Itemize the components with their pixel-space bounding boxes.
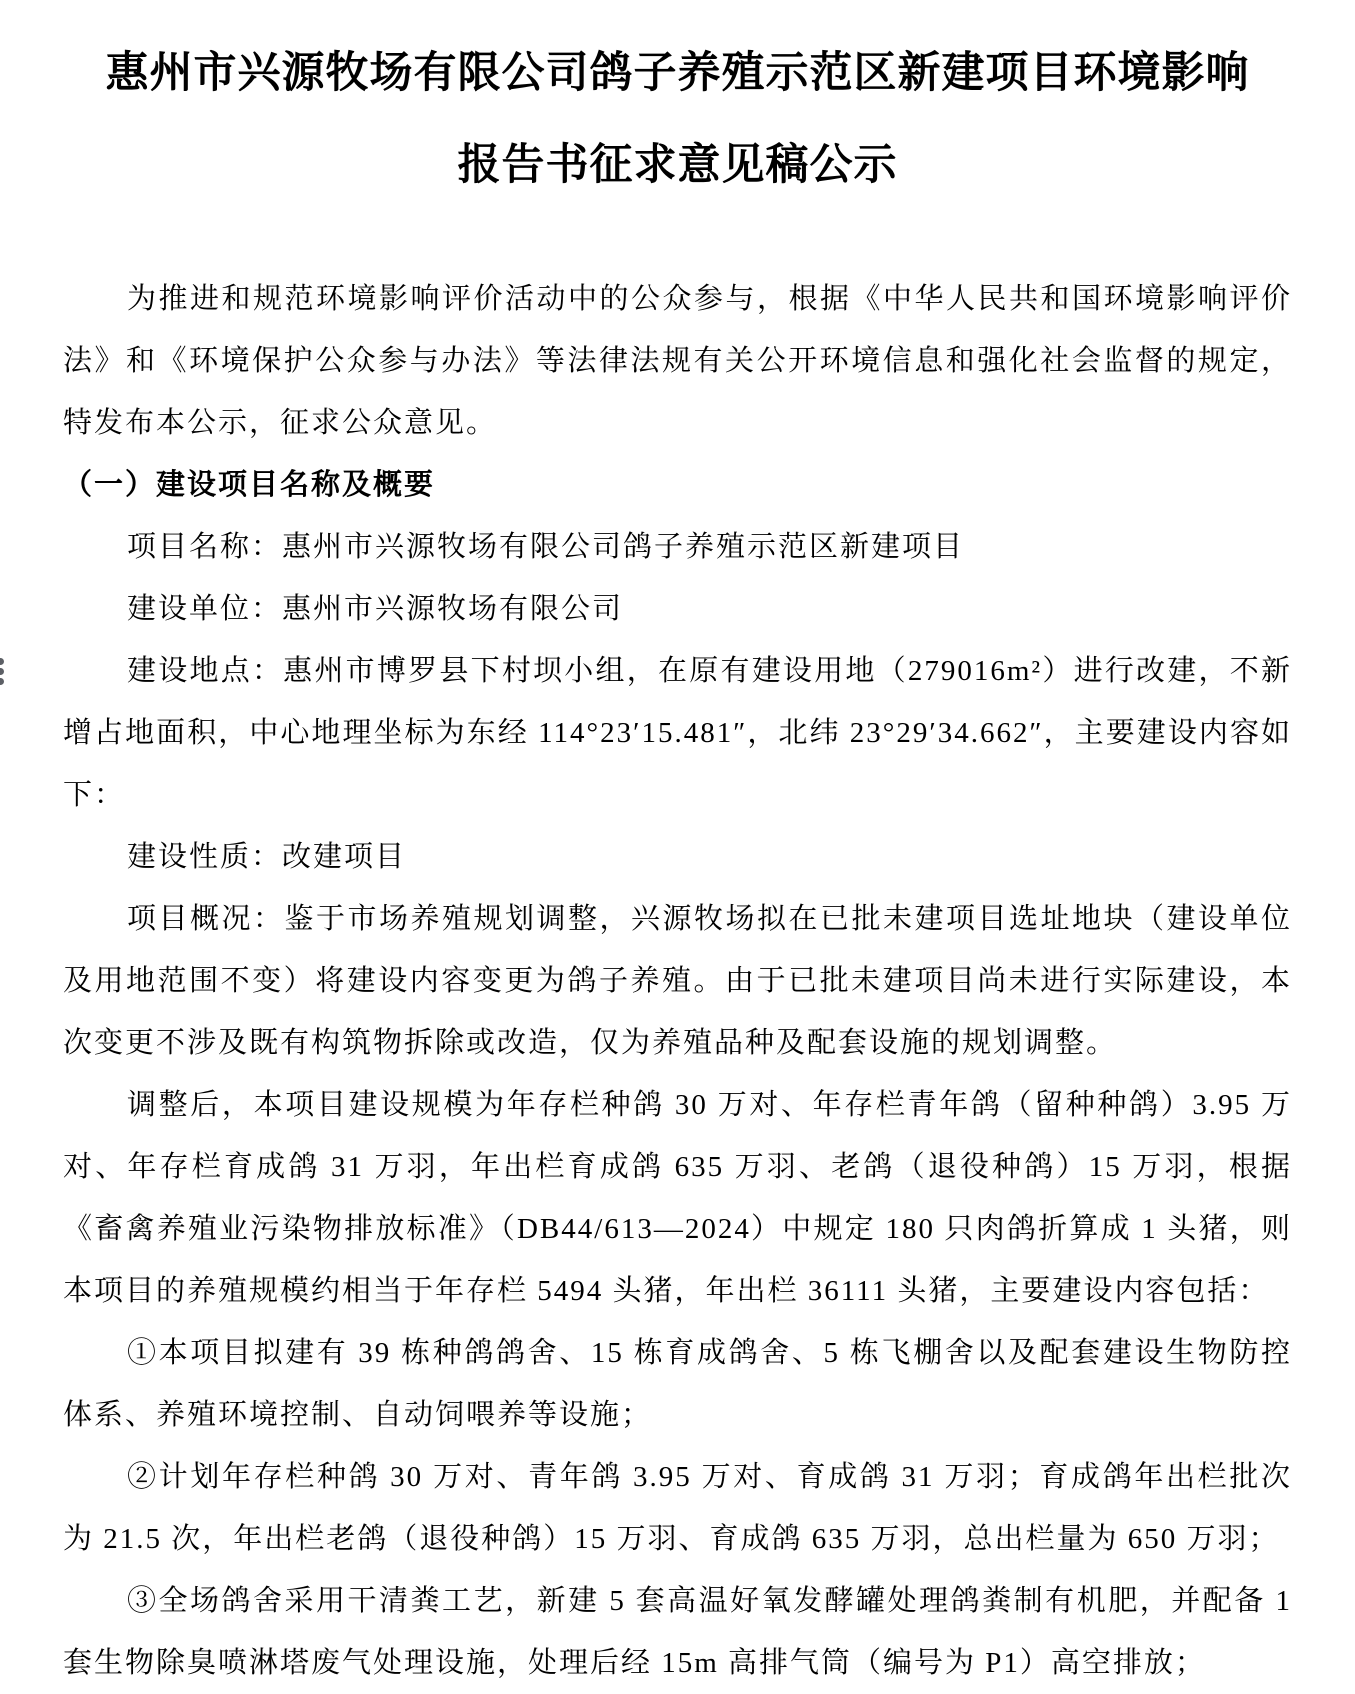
handle-dot-icon	[0, 658, 4, 665]
paragraph: ②计划年存栏种鸽 30 万对、青年鸽 3.95 万对、育成鸽 31 万羽；育成鸽年出栏批次为 21.5 次，年出栏老鸽（退役种鸽）15 万羽、育成鸽 635 万羽，总出栏量为 650 万羽；	[63, 1461, 1292, 1555]
section-heading: （一）建设项目名称及概要	[63, 469, 436, 501]
paragraph: ③全场鸽舍采用干清粪工艺，新建 5 套高温好氧发酵罐处理鸽粪制有机肥，并配备 1 套生物除臭喷淋塔废气处理设施，处理后经 15m 高排气筒（编号为 P1）高空排放；	[63, 1585, 1292, 1679]
paragraph: 项目名称：惠州市兴源牧场有限公司鸽子养殖示范区新建项目	[127, 531, 965, 563]
document-title-line2: 报告书征求意见稿公示	[457, 141, 898, 189]
handle-dot-icon	[0, 678, 4, 685]
paragraph: ①本项目拟建有 39 栋种鸽鸽舍、15 栋育成鸽舍、5 栋飞棚舍以及配套建设生物防控体系、养殖环境控制、自动饲喂养等设施；	[63, 1337, 1292, 1431]
handle-dot-icon	[0, 668, 4, 675]
paragraph: 建设性质：改建项目	[127, 841, 407, 873]
document-title	[63, 27, 1292, 211]
left-edge-handle[interactable]	[0, 658, 7, 685]
paragraph: 调整后，本项目建设规模为年存栏种鸽 30 万对、年存栏青年鸽（留种种鸽）3.95 万对、年存栏育成鸽 31 万羽，年出栏育成鸽 635 万羽、老鸽（退役种鸽）15 万羽，根据《畜禽养殖业污染物排放标准》（DB44/613—2024）中规定 180 只肉鸽折算成 1 头猪，则本项目的养殖规模约相当于年存栏 5494 头猪，年出栏 36111 头猪，主要建设内容包括：	[63, 1089, 1292, 1307]
paragraph: 建设地点：惠州市博罗县下村坝小组，在原有建设用地（279016m²）进行改建，不新增占地面积，中心地理坐标为东经 114°23′15.481″，北纬 23°29′34.662″，主要建设内容如下：	[63, 655, 1292, 811]
document-title-line1: 惠州市兴源牧场有限公司鸽子养殖示范区新建项目环境影响	[105, 49, 1250, 97]
paragraph: 为推进和规范环境影响评价活动中的公众参与，根据《中华人民共和国环境影响评价法》和《环境保护公众参与办法》等法律法规有关公开环境信息和强化社会监督的规定，特发布本公示，征求公众意见。	[63, 283, 1292, 439]
paragraph: 项目概况：鉴于市场养殖规划调整，兴源牧场拟在已批未建项目选址地块（建设单位及用地范围不变）将建设内容变更为鸽子养殖。由于已批未建项目尚未进行实际建设，本次变更不涉及既有构筑物拆除或改造，仅为养殖品种及配套设施的规划调整。	[63, 903, 1292, 1059]
paragraph: 建设单位：惠州市兴源牧场有限公司	[127, 593, 624, 625]
document-body	[63, 268, 1292, 1694]
